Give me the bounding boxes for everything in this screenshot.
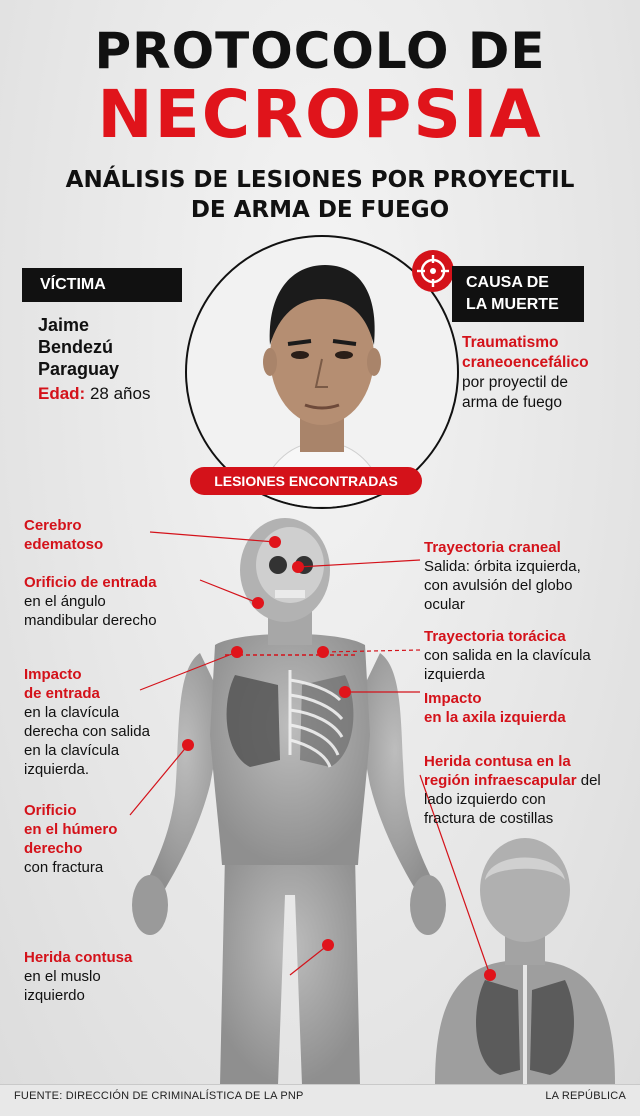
cause-text xyxy=(462,333,589,413)
injury-humero xyxy=(24,801,117,877)
cause-red-line2: craneoencefálico xyxy=(462,354,589,371)
leader-craneal xyxy=(298,560,420,567)
leader-mandibular xyxy=(200,580,258,603)
injury-orificio-entrada xyxy=(24,573,157,630)
injury-text: izquierda. xyxy=(24,761,90,778)
injury-red: Trayectoria craneal xyxy=(424,539,561,556)
subtitle-line1: ANÁLISIS DE LESIONES POR PROYECTIL xyxy=(65,167,575,193)
marker-clavicula-derecha xyxy=(231,646,243,658)
marker-infraescapular xyxy=(484,969,496,981)
crosshair-target-icon xyxy=(412,250,454,292)
injury-red: Trayectoria torácica xyxy=(424,628,566,645)
injury-text: con salida en la clavícula xyxy=(424,647,591,664)
injury-muslo xyxy=(24,948,132,1005)
injury-red: Impacto xyxy=(24,666,82,683)
injury-text: izquierda xyxy=(424,666,485,683)
injury-red: Cerebro xyxy=(24,517,82,534)
injury-text: en la clavícula xyxy=(24,704,120,721)
marker-humero xyxy=(182,739,194,751)
injury-axila xyxy=(424,689,566,727)
injury-text: con fractura xyxy=(24,859,104,876)
leader-cerebro xyxy=(150,532,275,542)
injury-text: en el muslo xyxy=(24,968,101,985)
victim-name-line3: Paraguay xyxy=(38,359,120,379)
injury-text: con avulsión del globo xyxy=(424,577,573,594)
victim-name-line1: Jaime xyxy=(38,315,90,335)
victim-tag xyxy=(22,268,182,302)
leader-clavicula xyxy=(140,652,237,690)
title-line1: PROTOCOLO DE xyxy=(94,22,546,80)
injury-red: derecho xyxy=(24,840,83,857)
injury-text: fractura de costillas xyxy=(424,810,554,827)
injury-impacto-entrada xyxy=(24,665,150,779)
subtitle xyxy=(40,165,600,225)
injury-text: izquierdo xyxy=(24,987,85,1004)
injury-red: Herida contusa xyxy=(24,949,133,966)
marker-axila xyxy=(339,686,351,698)
injury-trayectoria-toracica xyxy=(424,627,591,684)
victim-tag-label: VÍCTIMA xyxy=(40,276,106,293)
section-title-label: LESIONES ENCONTRADAS xyxy=(214,473,398,489)
subtitle-line2: DE ARMA DE FUEGO xyxy=(190,197,450,223)
victim-name xyxy=(38,314,119,380)
marker-cerebro xyxy=(269,536,281,548)
section-title xyxy=(190,467,422,495)
marker-muslo xyxy=(322,939,334,951)
injury-red: edematoso xyxy=(24,536,104,553)
victim-name-line2: Bendezú xyxy=(38,337,114,357)
injury-trayectoria-craneal xyxy=(424,538,581,614)
injury-text: en el ángulo xyxy=(24,593,106,610)
injury-red: Herida contusa en la xyxy=(424,753,571,770)
footer-brand: LA REPÚBLICA xyxy=(545,1090,626,1102)
marker-orbita xyxy=(292,561,304,573)
leader-muslo xyxy=(290,945,328,975)
injury-red-suffix: del xyxy=(576,772,601,789)
injury-text: Salida: órbita izquierda, xyxy=(424,558,581,575)
footer-source: FUENTE: DIRECCIÓN DE CRIMINALÍSTICA DE LA PNP xyxy=(14,1090,304,1102)
injury-red: de entrada xyxy=(24,685,100,702)
cause-line3: por proyectil de xyxy=(462,374,568,391)
injury-red: Impacto xyxy=(424,690,482,707)
injury-red: región infraescapular xyxy=(424,772,577,789)
victim-age xyxy=(38,384,150,404)
cause-tag-line2: LA MUERTE xyxy=(466,296,559,313)
cause-red-line1: Traumatismo xyxy=(462,334,559,351)
injury-text: derecha con salida xyxy=(24,723,150,740)
cause-tag-line1: CAUSA DE xyxy=(466,274,549,291)
injury-red: Orificio de entrada xyxy=(24,574,157,591)
injury-text: lado izquierdo con xyxy=(424,791,546,808)
injury-text: ocular xyxy=(424,596,465,613)
victim-age-label: Edad: xyxy=(38,384,86,403)
marker-clavicula-izquierda xyxy=(317,646,329,658)
injury-cerebro xyxy=(24,516,103,554)
injury-red: Orificio xyxy=(24,802,77,819)
title-line2: NECROPSIA xyxy=(97,76,543,153)
injury-infraescapular xyxy=(424,752,601,828)
injury-text: en la clavícula xyxy=(24,742,120,759)
marker-mandibular xyxy=(252,597,264,609)
victim-age-value: 28 años xyxy=(89,384,151,403)
cause-line4: arma de fuego xyxy=(462,394,562,411)
injury-text: mandibular derecho xyxy=(24,612,157,629)
leader-toracica xyxy=(323,650,420,652)
injury-red: en el húmero xyxy=(24,821,118,838)
injury-red: en la axila izquierda xyxy=(424,709,566,726)
cause-tag xyxy=(452,266,584,322)
